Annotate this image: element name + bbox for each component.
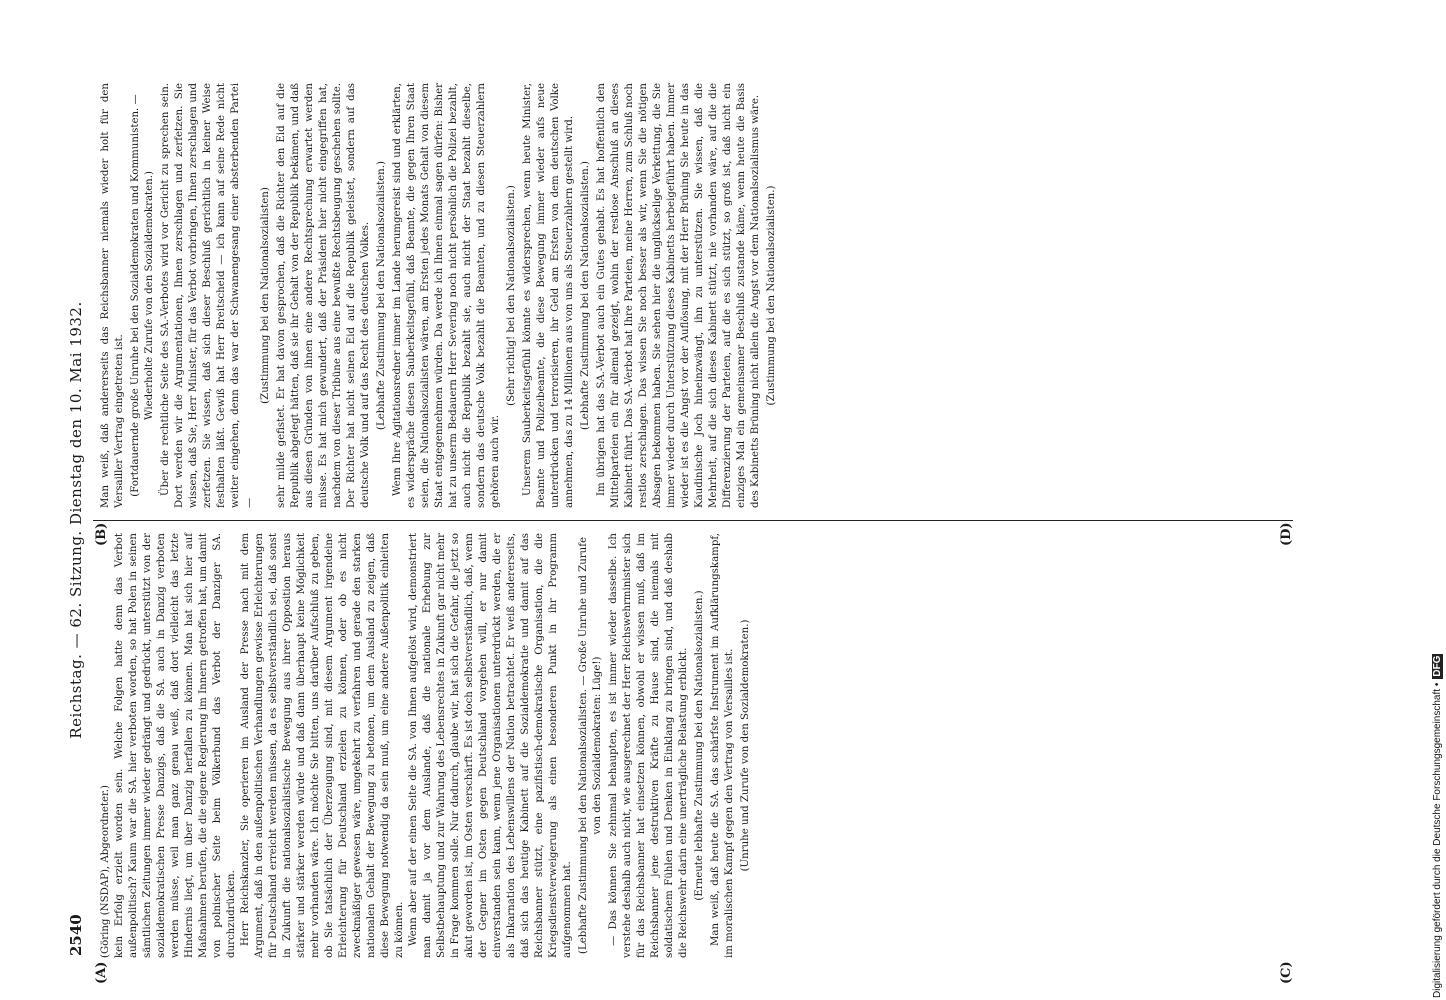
speaker-label: (Göring (NSDAP), Abgeordneter.) <box>100 784 111 958</box>
paragraph: Herr Reichskanzler, Sie operieren im Ausland der Presse nach mit dem Argument, daß in den außenpolitischen Verhandlungen gewisse Erleichterungen für Deutschland erreicht werden müssen, da es selbstverständlich sei, daß sonst in Zukunft die nationalsozialistische Bewegung aus ihrer Opposition heraus stärker und stärker werden würde und daß dann überhaupt keine Möglichkeit mehr vorhanden wäre. Ich möchte Sie bitten, uns darüber Aufschluß zu geben, ob Sie tatsächlich der Überzeugung sind, mit diesem Argument irgendeine Erleichterung für Deutschland erzielen zu können, oder ob es nicht zweckmäßiger gewesen wäre, umgekehrt zu verfahren und gerade den starken nationalen Gehalt der Bewegung zu betonen, um dem Ausland zu zeigen, daß diese Bewegung notwendig da sein muß, um eine andere Außenpolitik einleiten zu können. <box>240 533 405 958</box>
paragraph: Man weiß, daß andererseits das Reichsbanner niemals wieder holt für den Versailler Vertrag eingetreten ist. <box>100 83 125 508</box>
paragraph: kein Erfolg erzielt worden sein. Welche Folgen hatte denn das Verbot außenpolitisch? Kaum war die SA. hier verboten worden, so hat Polen in seinen sämtlichen Zeitungen immer wieder gedrängt und gedrückt, unterstützt von der sozialdemokratischen Presse Danzigs, daß die SA. auch in Danzig verboten werden müsse, weil man ganz genau weiß, daß dort vielleicht das letzte Hindernis liegt, um über Danzig herfallen zu können. Man hat sich hier auf Maßnahmen berufen, die die eigene Regierung im Innern getroffen hat, um damit von polnischer Seite beim Völkerbund das Verbot der Danziger SA. durchzudrücken. <box>114 533 237 958</box>
margin-marker-a: (A) <box>94 961 109 984</box>
page-number: 2540 <box>67 914 85 956</box>
interjection: (Sehr richtig! bei den Nationalsozialisten.) <box>506 185 517 406</box>
margin-marker-d: (D) <box>1279 522 1294 546</box>
margin-marker-b: (B) <box>94 522 109 546</box>
margin-marker-c: (C) <box>1279 961 1294 984</box>
document-page <box>65 80 1320 984</box>
paragraph: Wenn aber auf der einen Seite die SA. von Ihnen aufgelöst wird, demonstriert man damit ja vor dem Auslande, daß die nationale Erhebung zur Selbstbehauptung und zur Wahrung des Lebensrechtes in Zukunft gar nicht mehr in Frage kommen solle. Nur dadurch, glaube wir, hat sich die Gefahr, die jetzt so akut geworden ist, im Osten verschärft. Es ist doch selbstverständlich, daß, wenn der Gegner im Osten gegen Deutschland vorgehen will, er nur damit einverstanden sein kann, wenn jene Organisationen unterdrückt werden, die er als Inkarnation des Lebenswillens der Nation betrachtet. Er weiß andererseits, daß sich das heutige Kabinett auf die Sozialdemokratie und damit auf das Reichsbanner stützt, eine pazifistisch-demokratische Organisation, die die Kriegsdienstverweigerung als einen besonderen Punkt in ihr Programm aufgenommen hat. <box>408 533 573 958</box>
paragraph: Über die rechtliche Seite des SA.-Verbotes wird vor Gericht zu sprechen sein. Dort werden wir die Argumentationen, Ihnen zerschlagen und zerfetzen. Sie wissen, daß Sie, Herr Minister, für das Verbot vorbringen, Ihnen zerschlagen und zerfetzen. Sie wissen, daß sich dieser Beschluß gerichtlich in keiner Weise festhalten läßt. Gewiß hat Herr Breitscheid — ich kann auf seine Rede nicht weiter eingehen, denn das war der Schwanengesang einer absterbenden Partei — <box>160 83 255 508</box>
page-title: Reichstag. — 62. Sitzung. Dienstag den 10. Mai 1932. <box>67 301 85 739</box>
interjection: (Lebhafte Zustimmung bei den Nationalsozialisten.) <box>580 161 591 430</box>
credit-text: Digitalisierung gefördert durch die Deutsche Forschungsgemeinschaft • <box>1432 682 1443 998</box>
page-header <box>65 80 95 960</box>
interjection: (Unruhe und Zurufe von den Sozialdemokraten.) <box>740 619 751 872</box>
paragraph: — Das können Sie zehnmal behaupten, es ist immer wieder dasselbe. Ich verstehe deshalb auch nicht, wie ausgerechnet der Herr Reichswehrminister sich für das Reichsbanner hat einsetzen können, obwohl er wissen muß, daß im Reichsbanner jene destruktiven Kräfte zu Hause sind, die niemals mit soldatischem Fühlen und Denken in Einklang zu bringen sind, und daß deshalb die Reichswehr darin eine unerträgliche Belastung erblickt. <box>608 533 689 958</box>
left-column <box>99 533 1294 958</box>
column-divider <box>93 520 1293 521</box>
paragraph: Wenn Ihre Agitationsredner immer im Lande herumgereist sind und erklärten, es widerspräche diesen Sauberkeitsgefühl, daß Beamte, die gegen Ihren Staat seien, die Nationalsozialisten wären, am Ersten jedes Monats Gehalt von diesem Staat entgegennehmen würden. Da werde ich Ihnen einmal sagen dürfen: Bisher hat zu unserm Bedauern Herr Severing noch nicht persönlich die Polizei bezahlt, auch nicht die Republik bezahlt sie, auch nicht der Staat bezahlt dieselbe, sondern das deutsche Volk bezahlt die Beamten, und zu diesen Steuerzahlern gehören auch wir. <box>392 83 501 508</box>
paragraph: Im übrigen hat das SA.-Verbot auch ein Gutes gehabt. Es hat hoffentlich den Mittelparteien ein für allemal gezeigt, wohin der restlose Anschluß an dieses Kabinett führt. Das SA.-Verbot hat Ihre Parteien, meine Herren, zum Schluß noch restlos zerschlagen. Das wissen Sie noch besser als wir, wenn Sie die nötigen Absagen bekommen haben. Sie sehen hier die unglückselige Verkettung, die Sie immer wieder durch Unterstützung dieses Kabinetts herbeigeführt haben. Immer wieder ist es die Angst vor der Auflösung, mit der Herr Brüning Sie heute in das Kaudinische Joch hineinzwängt, ihn zu unterstützen. Sie wissen, daß die Mehrheit, auf die sich dieses Kabinett stützt, nie vorhanden wäre, auf die die Differenzierung der Parteien, auf die es sich stützt, so groß ist, daß nicht ein einziges Mal ein gemeinsamer Beschluß zustande käme, wenn heute die Basis des Kabinetts Brüning nicht allein die Angst vor dem Nationalsozialismus wäre. <box>596 83 761 508</box>
right-column <box>99 83 1294 508</box>
paragraph: Man weiß, daß heute die SA. das schärfste Instrument im Aufklärungskampf, im moralischen Kampf gegen den Vertrag von Versailles ist. <box>710 533 735 958</box>
interjection: (Erneute lebhafte Zustimmung bei den Nationalsozialisten.) <box>694 590 705 901</box>
interjection: (Fortdauernde große Unruhe bei den Sozialdemokraten und Kommunisten. — Wiederholte Zurufe von den Sozialdemokraten.) <box>130 94 155 497</box>
interjection: (Lebhafte Zustimmung bei den Nationalsozialisten. — Große Unruhe und Zurufe von den Sozialdemokraten: Lüge!) <box>578 537 603 955</box>
digitization-credit <box>1432 8 1446 998</box>
interjection: (Zustimmung bei den Nationalsozialisten.) <box>766 185 777 406</box>
paragraph: sehr milde gefistet. Er hat davon gesprochen, daß die Richter den Eid auf die Republik abgelegt hätten, daß sie ihr Gehalt von der Republik bekämen, und daß aus diesen Gründen von ihnen eine andere Rechtsprechung erwartet werden müsse. Es hat mich gewundert, daß der Präsident hier nicht eingegriffen hat, nachdem von dieser Tribüne aus eine bewußte Rechtsbeugung geschehen sollte. Der Richter hat nicht seinen Eid auf die Republik geleistet, sondern auf das deutsche Volk und auf das Recht des deutschen Volkes. <box>276 83 371 508</box>
dfg-logo: DFG <box>1432 655 1443 677</box>
interjection: (Zustimmung bei den Nationalsozialisten) <box>260 187 271 404</box>
paragraph: Unserem Sauberkeitsgefühl könnte es widersprechen, wenn heute Minister, Beamte und Polizeibeamte, die diese Bewegung immer wieder aufs neue unterdrücken und terrorisieren, ihr Geld am Ersten von dem deutschen Volke annehmen, das zu 14 Millionen aus von uns als Steuerzahlern gestellt wird. <box>522 83 575 508</box>
interjection: (Lebhafte Zustimmung bei den Nationalsozialisten.) <box>376 161 387 430</box>
